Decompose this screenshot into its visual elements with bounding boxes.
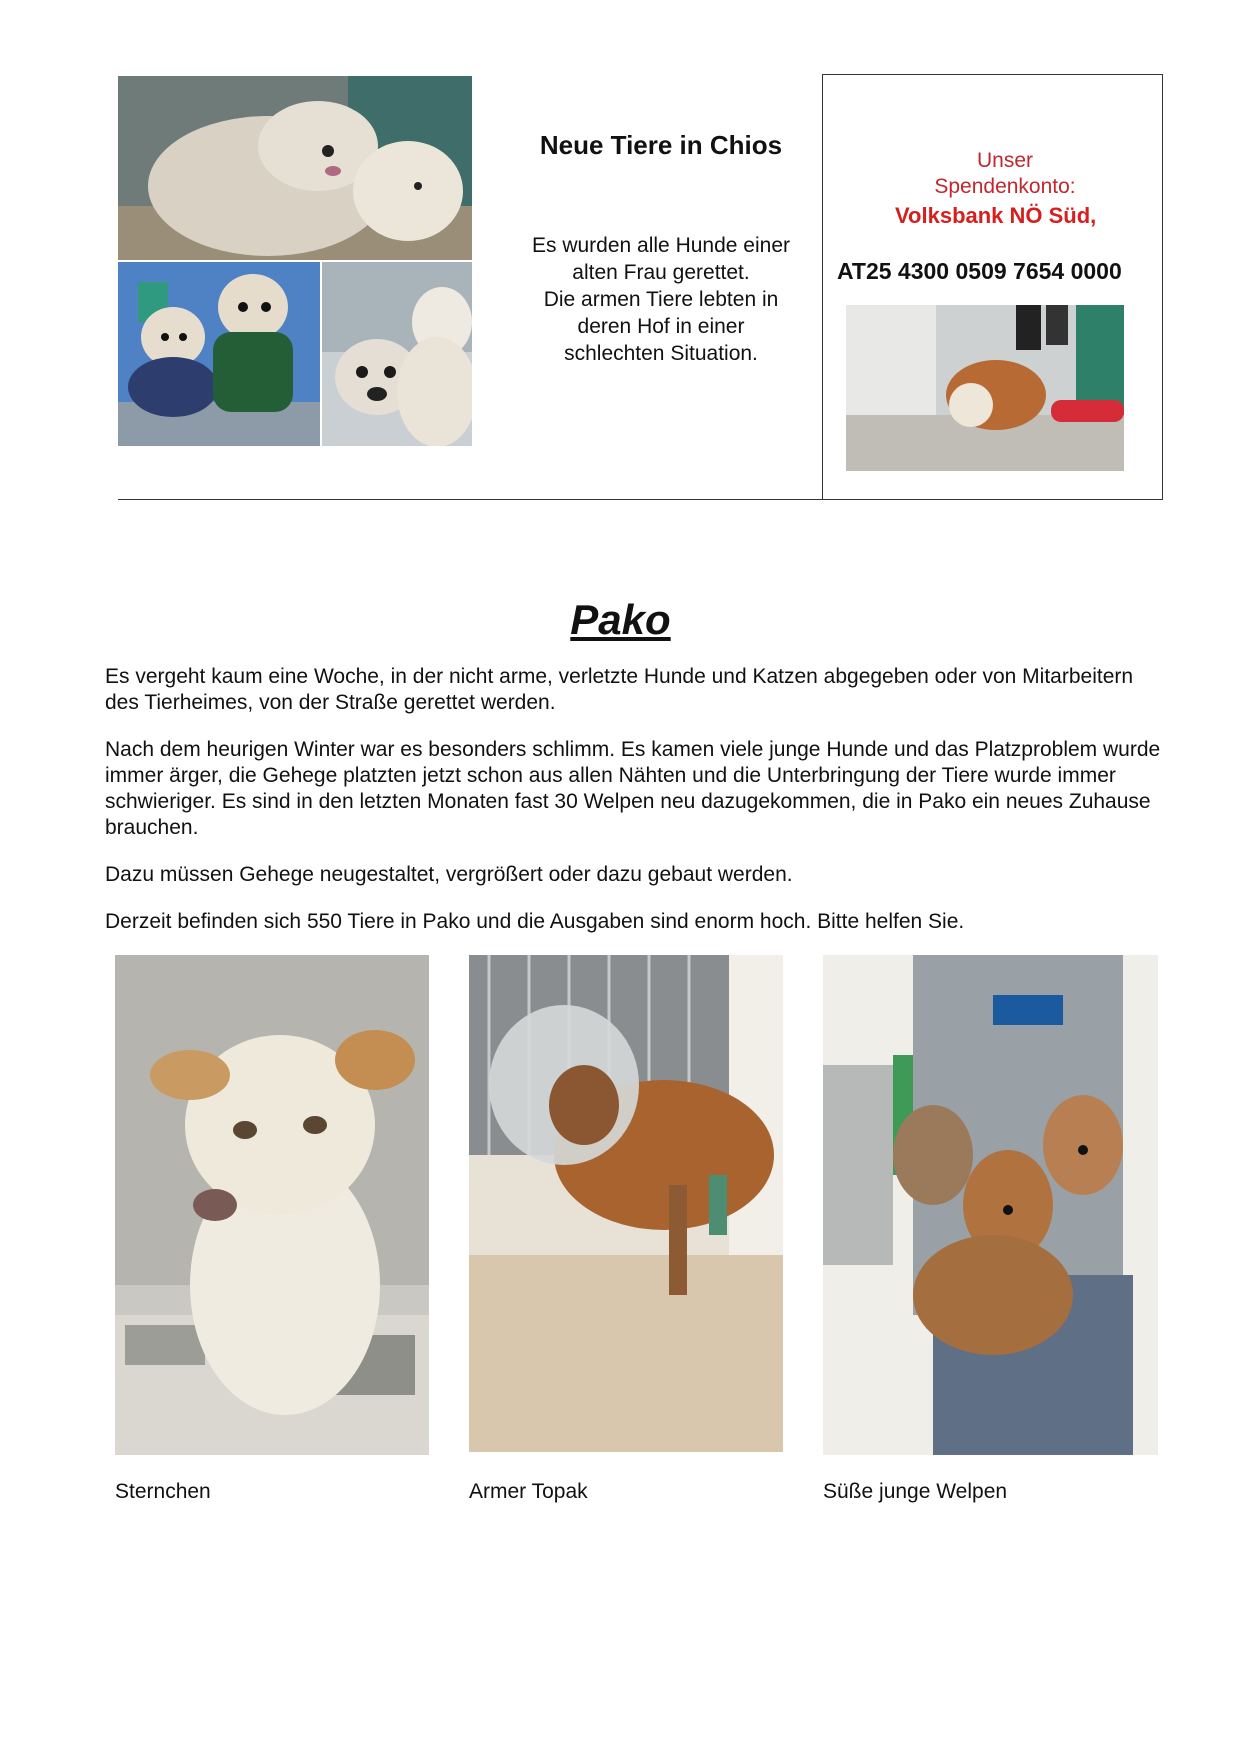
- header-text-line: schlechten Situation.: [564, 342, 758, 365]
- photo-junge-welpen: [823, 955, 1158, 1455]
- donation-label: [905, 148, 1105, 200]
- paragraph: Derzeit befinden sich 550 Tiere in Pako und die Ausgaben sind enorm hoch. Bitte helfen Sie.: [105, 910, 965, 933]
- paragraph: Es vergeht kaum eine Woche, in der nicht arme, verletzte Hunde und Katzen abgegeben oder von Mitarbeitern des Tierheimes, von der Straße gerettet werden.: [105, 665, 1134, 714]
- table-right-border: [1162, 74, 1163, 500]
- header-text: [476, 232, 846, 367]
- photo-sternchen: [115, 955, 429, 1455]
- paragraph: Dazu müssen Gehege neugestaltet, vergrößert oder dazu gebaut werden.: [105, 863, 793, 886]
- table-bottom-border: [118, 499, 1163, 500]
- photo-armer-topak: [469, 955, 783, 1452]
- donation-label-line1: Unser: [976, 149, 1034, 172]
- header-text-line: Die armen Tiere lebten in: [543, 288, 779, 311]
- photo-brown-dog: [846, 305, 1124, 471]
- header-title: Neue Tiere in Chios: [539, 130, 783, 160]
- photo-two-white-dogs: [322, 262, 472, 446]
- header-text-line: deren Hof in einer: [577, 315, 745, 338]
- header-text-line: alten Frau gerettet.: [572, 261, 750, 284]
- section-title: Pako: [570, 596, 671, 643]
- caption-junge-welpen: Süße junge Welpen: [823, 1480, 1008, 1503]
- table-top-border: [822, 74, 1163, 75]
- bank-name: Volksbank NÖ Süd,: [895, 203, 1097, 228]
- header-text-line: Es wurden alle Hunde einer: [532, 234, 790, 257]
- iban: AT25 4300 0509 7654 0000: [837, 258, 1122, 284]
- donation-label-line2: Spendenkonto:: [934, 175, 1076, 198]
- photo-dogs-in-coats: [118, 262, 320, 446]
- caption-sternchen: Sternchen: [115, 1480, 211, 1503]
- paragraph: Nach dem heurigen Winter war es besonders schlimm. Es kamen viele junge Hunde und das Platzproblem wurde immer ärger, die Gehege platzten jetzt schon aus allen Nähten und die Unterbringung der Tiere wurde immer schwieriger. Es sind in den letzten Monaten fast 30 Welpen neu dazugekommen, die in Pako ein neues Zuhause brauchen.: [105, 738, 1161, 839]
- caption-armer-topak: Armer Topak: [469, 1480, 588, 1503]
- photo-old-dogs: [118, 76, 472, 260]
